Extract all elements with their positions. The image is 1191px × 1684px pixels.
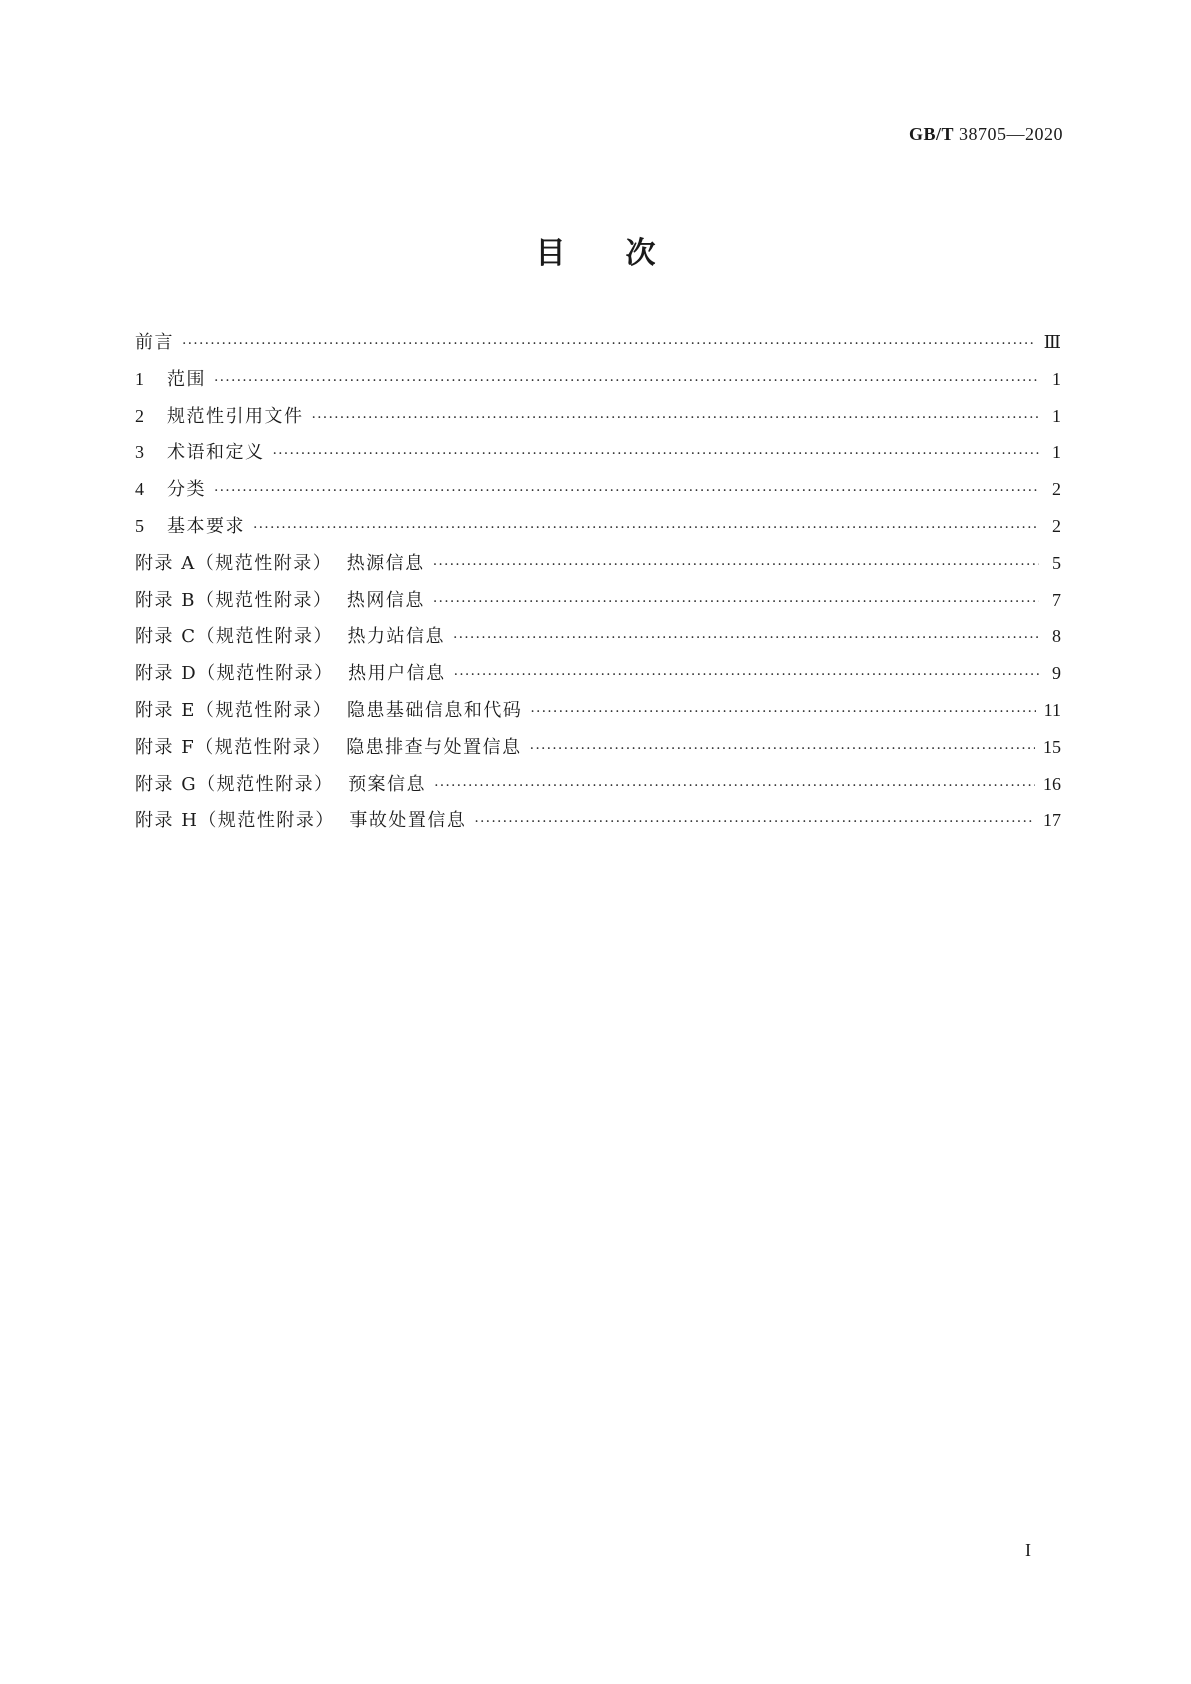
toc-entry-label: 附录 C（规范性附录） 热力站信息: [135, 626, 445, 648]
toc-entry-annex-g[interactable]: [135, 770, 1061, 807]
toc-entry-terms-definitions[interactable]: [135, 438, 1061, 475]
toc-leader-dots: [182, 336, 1036, 352]
toc-entry-number: 5: [135, 515, 146, 536]
toc-leader-dots: [253, 520, 1039, 536]
toc-entry-label: 附录 F（规范性附录） 隐患排查与处置信息: [135, 736, 522, 758]
toc-entry-number: 3: [135, 442, 146, 463]
toc-entry-number: 4: [135, 479, 146, 500]
toc-entry-page: 17: [1043, 810, 1061, 831]
toc-title: 目次: [535, 236, 716, 271]
toc-annex-prefix: 附录 H（规范性附录）: [135, 810, 335, 832]
toc-entry-page: 2: [1052, 479, 1061, 500]
toc-entry-annex-e[interactable]: [135, 696, 1061, 733]
toc-entry-page: 15: [1043, 736, 1061, 757]
toc-leader-dots: [214, 373, 1039, 389]
toc-entry-number: 2: [135, 405, 146, 426]
toc-entry-annex-b[interactable]: [135, 586, 1061, 623]
toc-annex-prefix: 附录 C（规范性附录）: [135, 626, 333, 648]
toc-entry-label: 附录 E（规范性附录） 隐患基础信息和代码: [135, 699, 523, 721]
toc-entry-page: 2: [1052, 515, 1061, 536]
toc-leader-dots: [530, 741, 1035, 757]
toc-entry-page: 8: [1052, 626, 1061, 647]
toc-entry-label: 附录 G（规范性附录） 预案信息: [135, 773, 427, 795]
toc-list: [135, 328, 1061, 843]
toc-entry-label: 4 分类: [135, 479, 206, 501]
toc-entry-page: 7: [1052, 589, 1061, 610]
toc-entry-label: 5 基本要求: [135, 515, 245, 537]
toc-annex-prefix: 附录 E（规范性附录）: [135, 699, 333, 721]
toc-leader-dots: [312, 410, 1040, 426]
toc-entry-page: 9: [1052, 663, 1061, 684]
toc-leader-dots: [273, 446, 1040, 462]
toc-entry-label: 附录 A（规范性附录） 热源信息: [135, 552, 425, 574]
toc-annex-prefix: 附录 A（规范性附录）: [135, 552, 333, 574]
toc-entry-number: 1: [135, 368, 146, 389]
toc-entry-label: 2 规范性引用文件: [135, 405, 304, 427]
toc-entry-label: 3 术语和定义: [135, 442, 265, 464]
toc-entry-classification[interactable]: [135, 475, 1061, 512]
standard-code: [909, 124, 1063, 145]
toc-entry-label: 附录 D（规范性附录） 热用户信息: [135, 663, 446, 685]
toc-entry-page: 16: [1043, 773, 1061, 794]
toc-leader-dots: [214, 483, 1039, 499]
toc-entry-basic-requirements[interactable]: [135, 512, 1061, 549]
toc-entry-label: 前言: [135, 332, 174, 353]
toc-annex-prefix: 附录 D（规范性附录）: [135, 663, 334, 685]
toc-leader-dots: [453, 630, 1039, 646]
toc-leader-dots: [434, 778, 1035, 794]
toc-entry-annex-d[interactable]: [135, 659, 1061, 696]
toc-entry-label: 附录 B（规范性附录） 热网信息: [135, 589, 425, 611]
toc-entry-label: 附录 H（规范性附录） 事故处置信息: [135, 810, 467, 832]
toc-leader-dots: [454, 667, 1039, 683]
toc-entry-annex-a[interactable]: [135, 549, 1061, 586]
toc-entry-label: 1 范围: [135, 368, 206, 390]
toc-leader-dots: [474, 814, 1035, 830]
toc-annex-prefix: 附录 F（规范性附录）: [135, 736, 332, 758]
toc-entry-foreword[interactable]: [135, 328, 1061, 365]
toc-annex-prefix: 附录 B（规范性附录）: [135, 589, 333, 611]
toc-entry-page: 5: [1052, 552, 1061, 573]
toc-annex-prefix: 附录 G（规范性附录）: [135, 773, 334, 795]
standard-number: 38705—2020: [959, 124, 1063, 144]
toc-entry-page: Ⅲ: [1043, 332, 1061, 352]
toc-entry-annex-f[interactable]: [135, 733, 1061, 770]
toc-entry-page: 11: [1043, 699, 1061, 720]
toc-entry-page: 1: [1052, 442, 1061, 463]
toc-leader-dots: [433, 594, 1039, 610]
toc-entry-page: 1: [1052, 405, 1061, 426]
toc-entry-normative-references[interactable]: [135, 402, 1061, 439]
toc-entry-scope[interactable]: [135, 365, 1061, 402]
toc-entry-page: 1: [1052, 368, 1061, 389]
toc-leader-dots: [530, 704, 1035, 720]
standard-prefix: GB/T: [908, 124, 954, 144]
toc-entry-annex-h[interactable]: [135, 806, 1061, 843]
toc-entry-annex-c[interactable]: [135, 622, 1061, 659]
page-number: I: [1025, 1540, 1031, 1560]
toc-leader-dots: [433, 557, 1039, 573]
